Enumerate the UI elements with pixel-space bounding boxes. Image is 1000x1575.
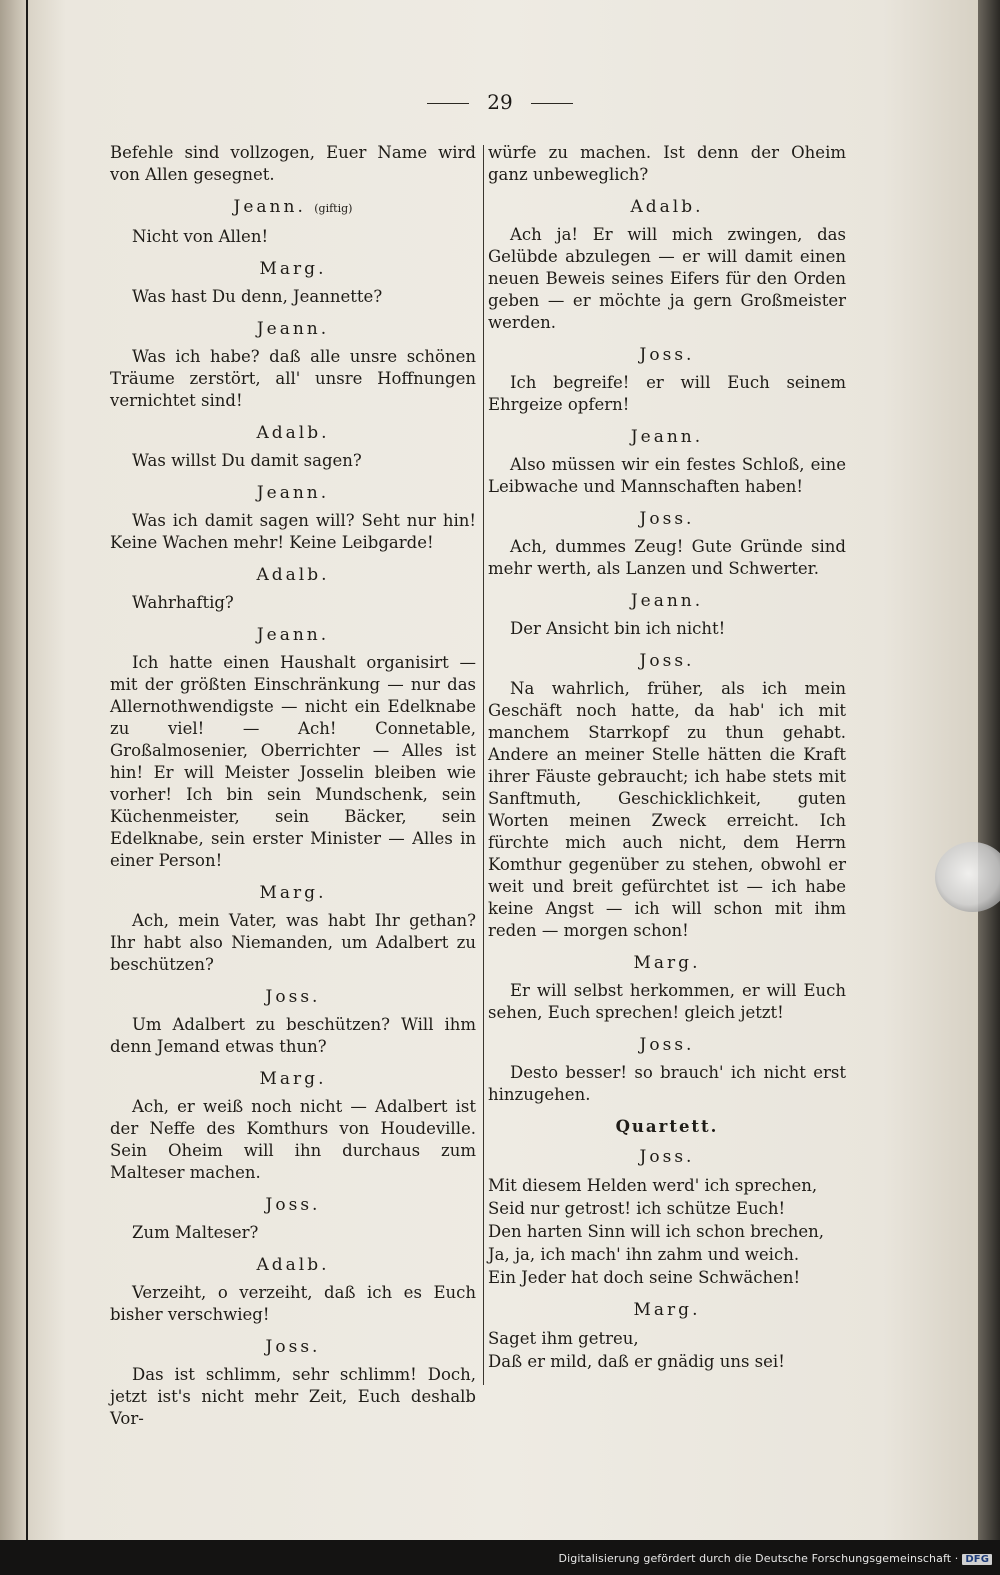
- speaker-label: Marg.: [633, 953, 701, 973]
- verse-line: Daß er mild, daß er gnädig uns sei!: [488, 1352, 785, 1371]
- previous-page-edge: [0, 0, 26, 1540]
- speaker-label: Marg.: [259, 883, 327, 903]
- section-heading: Quartett.: [615, 1117, 719, 1136]
- header-rule-right: [531, 103, 573, 104]
- right-column: [488, 142, 846, 1383]
- speaker-name: [110, 422, 476, 444]
- page-number: 29: [487, 90, 513, 114]
- dfg-logo-icon: DFG: [962, 1554, 992, 1565]
- verse-line: Den harten Sinn will ich schon brechen,: [488, 1222, 825, 1241]
- verse-line: Mit diesem Helden werd' ich sprechen,: [488, 1176, 818, 1195]
- speaker-name: [488, 1146, 846, 1168]
- speaker-label: Joss.: [639, 651, 695, 671]
- continued-text: würfe zu machen. Ist denn der Oheim ganz unbeweglich?: [488, 143, 846, 184]
- speaker-label: Joss.: [265, 1337, 321, 1357]
- speaker-name: [110, 624, 476, 646]
- speech-text: Ich hatte einen Haushalt organisirt — mit der größten Einschränkung — nur das Allernothwendigste — nicht ein Edelknabe zu viel! — Ach! Connetable, Großalmosenier, Oberrichter — Alles ist hin! Er will Meister Josselin bleiben wie vorher! Ich bin sein Mundschenk, sein Küchenmeister, sein Bäcker, sein Edelknabe, sein erster Minister — Alles in einer Person!: [110, 653, 476, 870]
- magnifier-icon[interactable]: [935, 842, 1000, 912]
- speech-text: Na wahrlich, früher, als ich mein Geschäft noch hatte, da hab' ich mit manchem Starrkopf zu thun gehabt. Andere an meiner Stelle hätten die Kraft ihrer Fäuste gebraucht; ich habe stets mit Sanftmuth, Geschicklichkeit, guten Worten meinen Zweck erreicht. Ich fürchte mich auch nicht, dem Herrn Komthur gegenüber zu stehen, obwohl er weit und breit gefürchtet ist — ich habe keine Angst — ich will schon mit ihm reden — morgen schon!: [488, 679, 846, 940]
- speaker-name: [110, 1068, 476, 1090]
- speaker-label: Joss.: [265, 1195, 321, 1215]
- speaker-name: [110, 882, 476, 904]
- speaker-name: [110, 482, 476, 504]
- verse-line: Ein Jeder hat doch seine Schwächen!: [488, 1268, 801, 1287]
- speech-text: Ach ja! Er will mich zwingen, das Gelübde abzulegen — er will damit einen neuen Beweis seines Eifers für den Orden geben — er möchte ja gern Großmeister werden.: [488, 225, 846, 332]
- speaker-name: [488, 1034, 846, 1056]
- page-header: [0, 90, 1000, 114]
- speaker-label: Jeann.: [630, 427, 704, 447]
- speaker-name: [488, 650, 846, 672]
- speech-text: Wahrhaftig?: [132, 593, 234, 612]
- funding-text: Digitalisierung gefördert durch die Deutsche Forschungsgemeinschaft ·: [558, 1552, 959, 1565]
- speaker-name: [488, 426, 846, 448]
- speaker-name: [488, 344, 846, 366]
- speech-text: Was ich habe? daß alle unsre schönen Träume zerstört, all' unsre Hoffnungen vernichtet sind!: [110, 347, 476, 410]
- speaker-name: [110, 986, 476, 1008]
- speaker-name: [110, 196, 476, 220]
- speech-text: Zum Malteser?: [132, 1223, 259, 1242]
- speaker-label: Jeann.: [256, 625, 330, 645]
- speech-text: Ach, dummes Zeug! Gute Gründe sind mehr werth, als Lanzen und Schwerter.: [488, 537, 846, 578]
- left-column: [110, 142, 476, 1440]
- speaker-label: Joss.: [639, 509, 695, 529]
- speech-text: Ach, er weiß noch nicht — Adalbert ist der Neffe des Komthurs von Houdeville. Sein Oheim will ihn durchaus zum Malteser machen.: [110, 1097, 476, 1182]
- verse-line: Saget ihm getreu,: [488, 1329, 639, 1348]
- speech-text: Verzeiht, o verzeiht, daß ich es Euch bisher verschwieg!: [110, 1283, 476, 1324]
- speaker-label: Joss.: [639, 1035, 695, 1055]
- verse-block: [488, 1327, 846, 1373]
- speech-text: Was ich damit sagen will? Seht nur hin! Keine Wachen mehr! Keine Leibgarde!: [110, 511, 476, 552]
- verse-line: Seid nur getrost! ich schütze Euch!: [488, 1199, 786, 1218]
- speech-text: Was willst Du damit sagen?: [132, 451, 362, 470]
- continued-text: Befehle sind vollzogen, Euer Name wird von Allen gesegnet.: [110, 143, 476, 184]
- speaker-name: [110, 564, 476, 586]
- speech-text: Ich begreife! er will Euch seinem Ehrgeize opfern!: [488, 373, 846, 414]
- speaker-label: Jeann.: [233, 197, 306, 217]
- speech-text: Das ist schlimm, sehr schlimm! Doch, jetzt ist's nicht mehr Zeit, Euch deshalb Vor-: [110, 1365, 476, 1428]
- speaker-name: [110, 258, 476, 280]
- speech-text: Um Adalbert zu beschützen? Will ihm denn Jemand etwas thun?: [110, 1015, 476, 1056]
- speaker-name: [488, 590, 846, 612]
- page-shadow-edge: [978, 0, 1000, 1540]
- speech-text: Der Ansicht bin ich nicht!: [510, 619, 726, 638]
- column-divider: [483, 145, 484, 1385]
- speech-text: Er will selbst herkommen, er will Euch sehen, Euch sprechen! gleich jetzt!: [488, 981, 846, 1022]
- speaker-name: [110, 1254, 476, 1276]
- speaker-name: [488, 1299, 846, 1321]
- speaker-label: Jeann.: [256, 483, 330, 503]
- stage-direction: (giftig): [314, 202, 353, 215]
- speaker-name: [488, 196, 846, 218]
- speaker-label: Joss.: [639, 1147, 695, 1167]
- header-rule-left: [427, 103, 469, 104]
- speaker-label: Adalb.: [630, 197, 704, 217]
- speaker-label: Jeann.: [630, 591, 704, 611]
- verse-block: [488, 1174, 846, 1289]
- speaker-label: Marg.: [259, 259, 327, 279]
- funding-footer: [559, 1552, 992, 1565]
- speaker-label: Adalb.: [256, 1255, 330, 1275]
- speech-text: Also müssen wir ein festes Schloß, eine Leibwache und Mannschaften haben!: [488, 455, 846, 496]
- speaker-name: [488, 508, 846, 530]
- speech-text: Nicht von Allen!: [132, 227, 269, 246]
- speech-text: Desto besser! so brauch' ich nicht erst hinzugehen.: [488, 1063, 846, 1104]
- verse-line: Ja, ja, ich mach' ihn zahm und weich.: [488, 1245, 800, 1264]
- speaker-label: Joss.: [639, 345, 695, 365]
- speech-text: Was hast Du denn, Jeannette?: [132, 287, 383, 306]
- speaker-name: [110, 1194, 476, 1216]
- speaker-label: Marg.: [633, 1300, 701, 1320]
- speaker-label: Adalb.: [256, 565, 330, 585]
- speaker-name: [488, 952, 846, 974]
- speaker-label: Jeann.: [256, 319, 330, 339]
- speaker-label: Joss.: [265, 987, 321, 1007]
- speaker-label: Adalb.: [256, 423, 330, 443]
- speaker-name: [110, 318, 476, 340]
- speech-text: Ach, mein Vater, was habt Ihr gethan? Ihr habt also Niemanden, um Adalbert zu beschützen?: [110, 911, 476, 974]
- speaker-label: Marg.: [259, 1069, 327, 1089]
- speaker-name: [110, 1336, 476, 1358]
